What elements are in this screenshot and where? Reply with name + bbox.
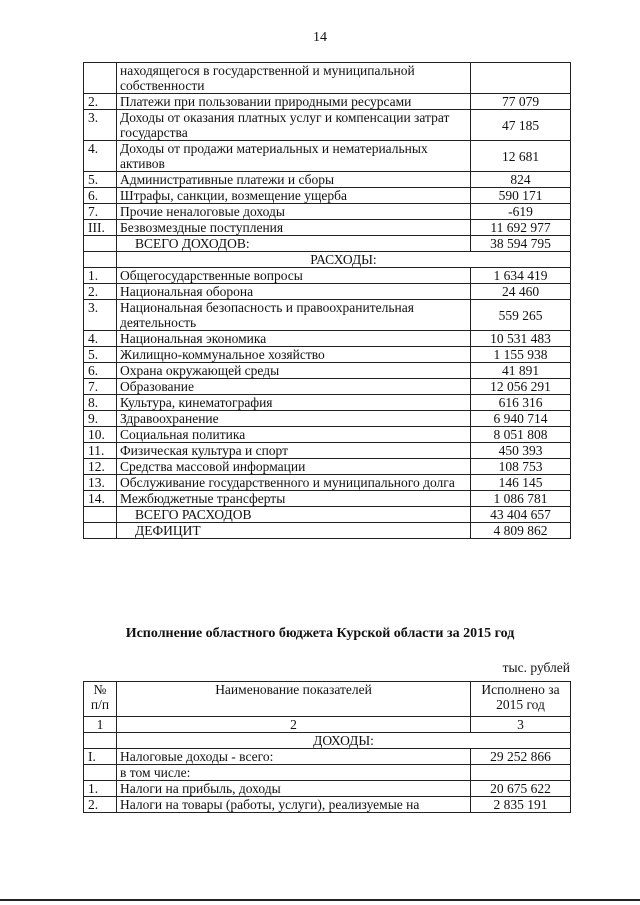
table-row (84, 797, 571, 813)
row-value: 6 940 714 (471, 411, 571, 427)
table-row (84, 781, 571, 797)
table-row (84, 252, 571, 268)
table-row (84, 749, 571, 765)
table-row (84, 733, 571, 749)
row-name: Доходы от продажи материальных и нематериальных активов (117, 141, 471, 172)
table-row (84, 220, 571, 236)
row-name: Национальная оборона (117, 284, 471, 300)
row-number: 3. (84, 110, 117, 141)
row-value: 616 316 (471, 395, 571, 411)
row-value: 2 835 191 (471, 797, 571, 813)
table-row (84, 443, 571, 459)
row-value: 20 675 622 (471, 781, 571, 797)
row-number: 5. (84, 347, 117, 363)
row-value: 1 634 419 (471, 268, 571, 284)
row-name: Налоги на товары (работы, услуги), реализуемые на (117, 797, 471, 813)
row-number (84, 507, 117, 523)
row-name: ВСЕГО РАСХОДОВ (117, 507, 471, 523)
row-value: 11 692 977 (471, 220, 571, 236)
table-row (84, 395, 571, 411)
column-number-3: 3 (471, 717, 571, 733)
row-name: Безвозмездные поступления (117, 220, 471, 236)
section-title: Исполнение областного бюджета Курской области за 2015 год (125, 626, 515, 641)
table-row (84, 236, 571, 252)
row-value: -619 (471, 204, 571, 220)
row-value: 38 594 795 (471, 236, 571, 252)
row-number (84, 733, 117, 749)
page-bottom-rule (0, 899, 640, 901)
row-value: 29 252 866 (471, 749, 571, 765)
row-name: Образование (117, 379, 471, 395)
execution-table-body (84, 733, 571, 813)
row-value: 41 891 (471, 363, 571, 379)
table-row (84, 110, 571, 141)
row-number: 13. (84, 475, 117, 491)
row-number: I. (84, 749, 117, 765)
table-row (84, 507, 571, 523)
row-name: Общегосударственные вопросы (117, 268, 471, 284)
row-value: 8 051 808 (471, 427, 571, 443)
row-number: 10. (84, 427, 117, 443)
row-value: 10 531 483 (471, 331, 571, 347)
row-number: 8. (84, 395, 117, 411)
header-name: Наименование показателей (117, 682, 471, 717)
row-number (84, 252, 117, 268)
row-value: 12 056 291 (471, 379, 571, 395)
row-number: 14. (84, 491, 117, 507)
table-row (84, 331, 571, 347)
row-number: 7. (84, 204, 117, 220)
row-number: 6. (84, 363, 117, 379)
row-name: Налоговые доходы - всего: (117, 749, 471, 765)
table-row (84, 427, 571, 443)
row-number: 5. (84, 172, 117, 188)
section-heading: ДОХОДЫ: (117, 733, 571, 749)
row-number: 3. (84, 300, 117, 331)
row-name: Социальная политика (117, 427, 471, 443)
row-name: Налоги на прибыль, доходы (117, 781, 471, 797)
row-name: Национальная безопасность и правоохранительная деятельность (117, 300, 471, 331)
row-value: 450 393 (471, 443, 571, 459)
column-number-1: 1 (84, 717, 117, 733)
table-row (84, 379, 571, 395)
row-number: 4. (84, 331, 117, 347)
row-value: 24 460 (471, 284, 571, 300)
column-number-row (84, 717, 571, 733)
table-row (84, 300, 571, 331)
row-value: 590 171 (471, 188, 571, 204)
section-heading: РАСХОДЫ: (117, 252, 571, 268)
page-number: 14 (313, 30, 327, 45)
table-row (84, 172, 571, 188)
table-row (84, 347, 571, 363)
table-row (84, 491, 571, 507)
row-number: 12. (84, 459, 117, 475)
row-number: 1. (84, 268, 117, 284)
table-row (84, 523, 571, 539)
row-number: 9. (84, 411, 117, 427)
column-number-2: 2 (117, 717, 471, 733)
row-name: ДЕФИЦИТ (117, 523, 471, 539)
table-row (84, 765, 571, 781)
row-value: 824 (471, 172, 571, 188)
table-row (84, 63, 571, 94)
row-value: 77 079 (471, 94, 571, 110)
table-row (84, 268, 571, 284)
row-number: 11. (84, 443, 117, 459)
row-value: 12 681 (471, 141, 571, 172)
row-number: 7. (84, 379, 117, 395)
row-value: 559 265 (471, 300, 571, 331)
row-name: Межбюджетные трансферты (117, 491, 471, 507)
row-name: Средства массовой информации (117, 459, 471, 475)
row-name: Доходы от оказания платных услуг и компенсации затрат государства (117, 110, 471, 141)
table-row (84, 475, 571, 491)
table-row (84, 204, 571, 220)
units-label: тыс. рублей (502, 660, 570, 675)
row-number (84, 523, 117, 539)
row-name: Административные платежи и сборы (117, 172, 471, 188)
row-number: 2. (84, 797, 117, 813)
row-value: 146 145 (471, 475, 571, 491)
row-value: 108 753 (471, 459, 571, 475)
row-name: Культура, кинематография (117, 395, 471, 411)
row-name: Прочие неналоговые доходы (117, 204, 471, 220)
row-name: Платежи при пользовании природными ресурсами (117, 94, 471, 110)
row-name: находящегося в государственной и муниципальной собственности (117, 63, 471, 94)
table-row (84, 94, 571, 110)
row-value: 4 809 862 (471, 523, 571, 539)
table-row (84, 284, 571, 300)
row-number: 2. (84, 284, 117, 300)
row-number (84, 765, 117, 781)
row-value: 1 155 938 (471, 347, 571, 363)
budget-table-body (84, 63, 571, 539)
row-number: 2. (84, 94, 117, 110)
row-name: Жилищно-коммунальное хозяйство (117, 347, 471, 363)
table-row (84, 141, 571, 172)
row-name: Здравоохранение (117, 411, 471, 427)
row-number: III. (84, 220, 117, 236)
row-name: Физическая культура и спорт (117, 443, 471, 459)
row-value: 47 185 (471, 110, 571, 141)
header-no: № п/п (84, 682, 117, 717)
row-name: ВСЕГО ДОХОДОВ: (117, 236, 471, 252)
row-name: Национальная экономика (117, 331, 471, 347)
row-value: 43 404 657 (471, 507, 571, 523)
budget-table-continued (83, 62, 571, 539)
row-value (471, 765, 571, 781)
row-number: 4. (84, 141, 117, 172)
row-name: Охрана окружающей среды (117, 363, 471, 379)
header-value: Исполнено за 2015 год (471, 682, 571, 717)
table-row (84, 363, 571, 379)
row-name: Обслуживание государственного и муниципального долга (117, 475, 471, 491)
row-number: 1. (84, 781, 117, 797)
row-name: Штрафы, санкции, возмещение ущерба (117, 188, 471, 204)
execution-table (83, 681, 571, 813)
row-name: в том числе: (117, 765, 471, 781)
row-value (471, 63, 571, 94)
row-value: 1 086 781 (471, 491, 571, 507)
table-row (84, 459, 571, 475)
row-number (84, 236, 117, 252)
row-number: 6. (84, 188, 117, 204)
header-row (84, 682, 571, 717)
table-row (84, 411, 571, 427)
row-number (84, 63, 117, 94)
table-row (84, 188, 571, 204)
